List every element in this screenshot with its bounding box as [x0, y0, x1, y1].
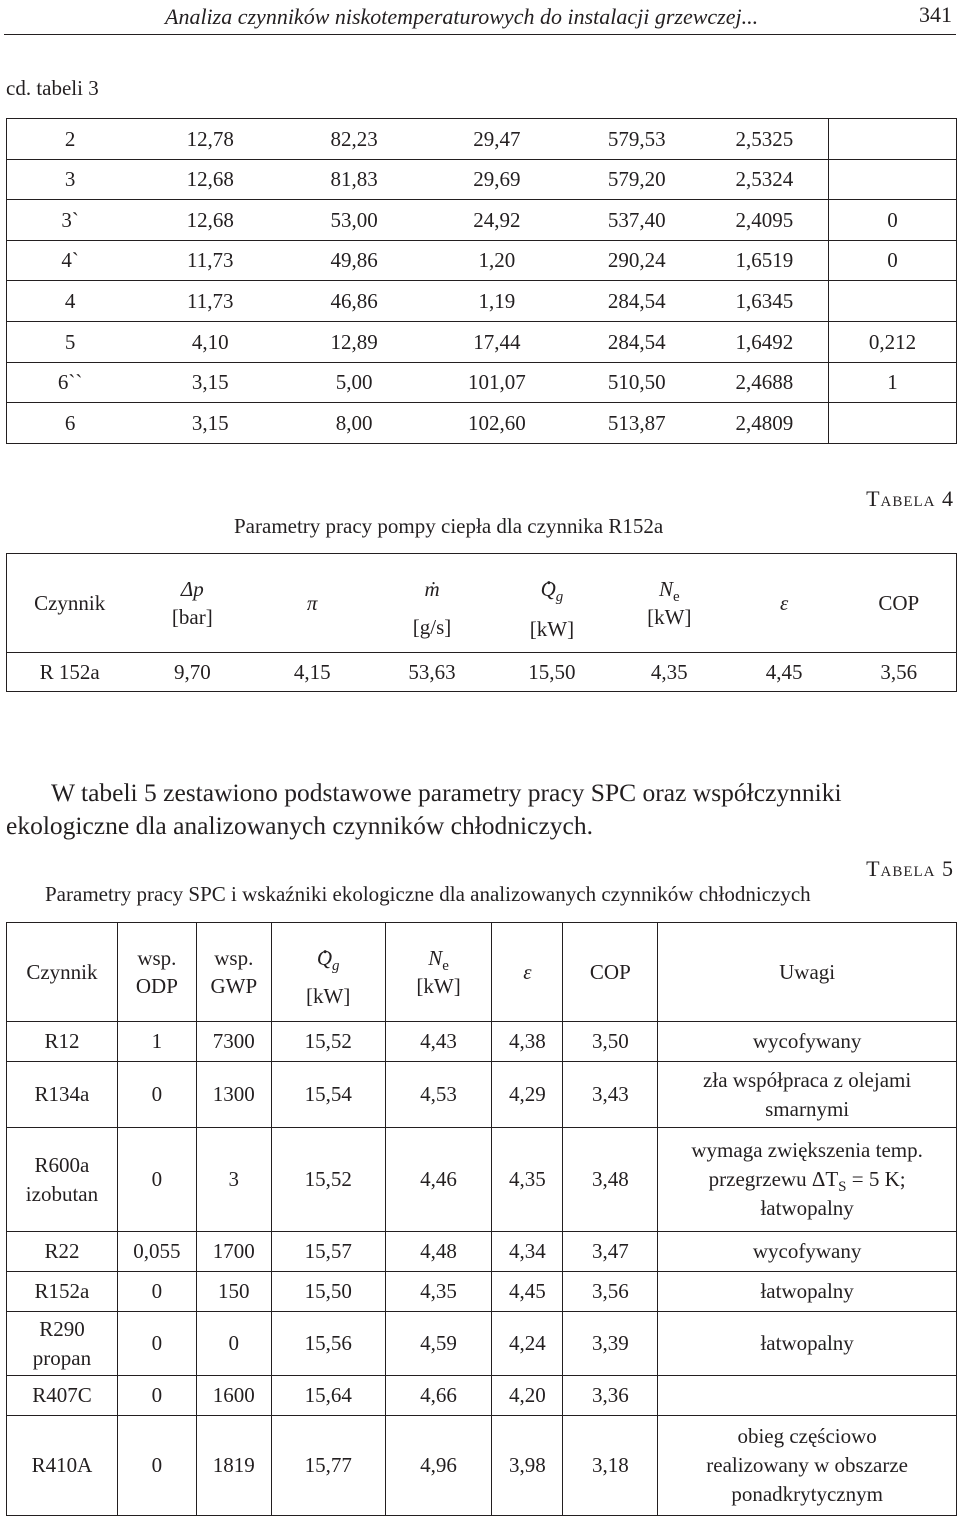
table5-cell-czynnik	[7, 1128, 118, 1232]
table3-cell: 12,68	[133, 159, 287, 200]
table5-cell-uwagi	[658, 1272, 957, 1312]
table3-cell: 24,92	[421, 200, 573, 241]
table5-cell-czynnik	[7, 1232, 118, 1272]
table5-cell-gwp: 0	[196, 1312, 271, 1376]
table5-cell-uwagi	[658, 1128, 957, 1232]
header-rule	[4, 34, 956, 35]
table4-data-row	[7, 653, 957, 692]
table5-cell-cop: 3,43	[563, 1062, 658, 1128]
table5-header-n: $N_e$ [kW]	[385, 923, 492, 1022]
czynnik-line: R22	[44, 1239, 80, 1264]
table3-cell: 1,20	[421, 240, 573, 281]
table3-cell	[829, 159, 957, 200]
table5-cell-uwagi	[658, 1376, 957, 1416]
table5-label: Tabela 5	[866, 856, 954, 881]
table3-cell: 1,6519	[701, 240, 829, 281]
table3-cell: 81,83	[287, 159, 421, 200]
table5-cell-n: 4,46	[385, 1128, 492, 1232]
table5-cell-czynnik	[7, 1376, 118, 1416]
table5-cell-cop: 3,47	[563, 1232, 658, 1272]
table5-cell-n: 4,53	[385, 1062, 492, 1128]
table3-cell: 2,4095	[701, 200, 829, 241]
table5-cell-eps: 4,34	[492, 1232, 563, 1272]
table5-header-q: . $Q_g$ [kW]	[271, 923, 385, 1022]
table3-cell: 5	[7, 321, 134, 362]
table3-cell: 12,89	[287, 321, 421, 362]
table3-cell: 6	[7, 403, 134, 444]
table5-body	[7, 1022, 957, 1516]
table5-row	[7, 1022, 957, 1062]
table3-cell: 11,73	[133, 281, 287, 322]
table5-cell-odp: 0	[117, 1272, 196, 1312]
table5	[6, 922, 957, 1516]
table4-cell: R 152a	[7, 653, 133, 692]
table4-header-cop: COP	[842, 554, 957, 653]
table5-header-cop: COP	[563, 923, 658, 1022]
table3-row	[7, 362, 957, 403]
table5-cell-n: 4,59	[385, 1312, 492, 1376]
table5-row	[7, 1062, 957, 1128]
table3-cell: 2,4688	[701, 362, 829, 403]
table5-cell-uwagi	[658, 1022, 957, 1062]
table5-cell-czynnik	[7, 1022, 118, 1062]
table5-cell-q: 15,52	[271, 1022, 385, 1062]
table3-cell	[829, 403, 957, 444]
table5-cell-odp: 0,055	[117, 1232, 196, 1272]
czynnik-line: R12	[44, 1029, 80, 1054]
uwagi-text: przegrzewu ΔT	[708, 1167, 839, 1192]
uwagi-text: zła współpraca z olejami	[703, 1067, 912, 1092]
table4-cell: 4,45	[727, 653, 842, 692]
table5-cell-cop: 3,50	[563, 1022, 658, 1062]
table4-cell: 15,50	[492, 653, 612, 692]
czynnik-line: R407C	[32, 1383, 92, 1408]
table5-cell-gwp: 150	[196, 1272, 271, 1312]
table3-cell: 53,00	[287, 200, 421, 241]
table5-cell-q: 15,57	[271, 1232, 385, 1272]
table3-cell: 29,69	[421, 159, 573, 200]
table5-cell-cop: 3,36	[563, 1376, 658, 1416]
table5-cell-uwagi	[658, 1416, 957, 1516]
table5-cell-q: 15,77	[271, 1416, 385, 1516]
table3-row	[7, 403, 957, 444]
table3-cell: 579,20	[573, 159, 701, 200]
uwagi-text: wymaga zwiększenia temp.	[691, 1138, 923, 1163]
table5-cell-odp: 0	[117, 1376, 196, 1416]
uwagi-text: smarnymi	[765, 1096, 850, 1121]
table5-cell-q: 15,56	[271, 1312, 385, 1376]
table5-header-row	[7, 923, 957, 1022]
table5-header-eps: ε	[492, 923, 563, 1022]
table3-cell: 2,4809	[701, 403, 829, 444]
table3-cell	[829, 281, 957, 322]
table5-cell-n: 4,48	[385, 1232, 492, 1272]
table3-cell	[829, 119, 957, 160]
table4-header-m: ṁ [g/s]	[372, 554, 492, 653]
table5-cell-gwp: 7300	[196, 1022, 271, 1062]
uwagi-text: S	[838, 1179, 847, 1196]
table3-cell: 11,73	[133, 240, 287, 281]
uwagi-text: realizowany w obszarze	[706, 1453, 908, 1478]
table4-header-eps: ε	[727, 554, 842, 653]
table5-cell-odp: 0	[117, 1416, 196, 1516]
table5-cell-n: 4,35	[385, 1272, 492, 1312]
czynnik-line: R152a	[34, 1279, 90, 1304]
table5-cell-eps: 4,24	[492, 1312, 563, 1376]
table3-cell: 5,00	[287, 362, 421, 403]
running-head	[0, 0, 960, 34]
table5-header-odp: wsp. ODP	[117, 923, 196, 1022]
table3-row	[7, 119, 957, 160]
table3-cell: 0	[829, 200, 957, 241]
table5-cell-czynnik	[7, 1272, 118, 1312]
table3-cell: 4	[7, 281, 134, 322]
table5-cell-cop: 3,48	[563, 1128, 658, 1232]
table3-row	[7, 159, 957, 200]
table3-row	[7, 281, 957, 322]
table3-cell: 3,15	[133, 403, 287, 444]
czynnik-line: R410A	[31, 1453, 93, 1478]
table3-cell: 4,10	[133, 321, 287, 362]
running-title: Analiza czynników niskotemperaturowych do instalacji grzewczej...	[165, 4, 759, 29]
table5-cell-eps: 3,98	[492, 1416, 563, 1516]
czynnik-line: R134a	[34, 1082, 90, 1107]
table5-header-gwp: wsp. GWP	[196, 923, 271, 1022]
table5-row	[7, 1312, 957, 1376]
table5-cell-odp: 1	[117, 1022, 196, 1062]
uwagi-text: wycofywany	[752, 1239, 862, 1264]
table5-cell-eps: 4,29	[492, 1062, 563, 1128]
table5-cell-gwp: 1819	[196, 1416, 271, 1516]
table5-cell-gwp: 1700	[196, 1232, 271, 1272]
table5-cell-eps: 4,38	[492, 1022, 563, 1062]
uwagi-text: ponadkrytycznym	[731, 1481, 883, 1506]
uwagi-text: łatwopalny	[760, 1279, 854, 1304]
table5-cell-czynnik	[7, 1312, 118, 1376]
uwagi-text: łatwopalny	[760, 1331, 854, 1356]
table3-cell: 3,15	[133, 362, 287, 403]
table4-header-row	[7, 554, 957, 653]
table3-cell: 2	[7, 119, 134, 160]
table5-cell-odp: 0	[117, 1062, 196, 1128]
table5-cell-q: 15,52	[271, 1128, 385, 1232]
table4-cell: 4,35	[612, 653, 727, 692]
table5-cell-cop: 3,56	[563, 1272, 658, 1312]
table5-cell-eps: 4,45	[492, 1272, 563, 1312]
table5-header-czynnik: Czynnik	[7, 923, 118, 1022]
table3-cell: 579,53	[573, 119, 701, 160]
table3-cell: 12,78	[133, 119, 287, 160]
czynnik-line: R290	[39, 1317, 85, 1342]
body-paragraph: W tabeli 5 zestawiono podstawowe parametry pracy SPC oraz współczynniki ekologiczne dla analizowanych czynników chłodniczych.	[6, 777, 842, 840]
table3-cell: 284,54	[573, 321, 701, 362]
table4-header-q: . $Q_g$ [kW]	[492, 554, 612, 653]
table4-caption: Parametry pracy pompy ciepła dla czynnika R152a	[234, 514, 664, 538]
table3-cell: 102,60	[421, 403, 573, 444]
table3-cell: 46,86	[287, 281, 421, 322]
table5-cell-n: 4,66	[385, 1376, 492, 1416]
table3-cell: 290,24	[573, 240, 701, 281]
table3-cell: 3	[7, 159, 134, 200]
table3-body	[7, 119, 957, 444]
table5-cell-eps: 4,20	[492, 1376, 563, 1416]
table4-cell: 9,70	[132, 653, 252, 692]
table5-cell-gwp: 1300	[196, 1062, 271, 1128]
table5-cell-uwagi	[658, 1312, 957, 1376]
table3-cell: 284,54	[573, 281, 701, 322]
czynnik-line: propan	[32, 1345, 92, 1370]
table3-cell: 1,19	[421, 281, 573, 322]
czynnik-line: R600a	[34, 1153, 90, 1178]
table3-cell: 1,6345	[701, 281, 829, 322]
table3-continuation-label: cd. tabeli 3	[6, 76, 99, 100]
table4-header-n: $N_e$ [kW]	[612, 554, 727, 653]
table4-header-czynnik: Czynnik	[7, 554, 133, 653]
table5-row	[7, 1416, 957, 1516]
table3-continuation	[6, 118, 957, 444]
table3-cell: 2,5325	[701, 119, 829, 160]
table5-cell-odp: 0	[117, 1312, 196, 1376]
table4-cell: 3,56	[842, 653, 957, 692]
table3-cell: 49,86	[287, 240, 421, 281]
table3-cell: 1,6492	[701, 321, 829, 362]
uwagi-text: obieg częściowo	[737, 1424, 877, 1449]
table3-cell: 6``	[7, 362, 134, 403]
table3-cell: 1	[829, 362, 957, 403]
table3-cell: 0	[829, 240, 957, 281]
table5-row	[7, 1272, 957, 1312]
table5-caption: Parametry pracy SPC i wskaźniki ekologiczne dla analizowanych czynników chłodniczych	[45, 882, 811, 906]
table3-row	[7, 321, 957, 362]
table3-row	[7, 200, 957, 241]
table3-cell: 0,212	[829, 321, 957, 362]
table3-cell: 4`	[7, 240, 134, 281]
table3-cell: 3`	[7, 200, 134, 241]
table3-row	[7, 240, 957, 281]
table3-cell: 29,47	[421, 119, 573, 160]
czynnik-line: izobutan	[25, 1181, 99, 1206]
table5-header-uwagi: Uwagi	[658, 923, 957, 1022]
table5-cell-gwp: 3	[196, 1128, 271, 1232]
table5-row	[7, 1376, 957, 1416]
table3-cell: 17,44	[421, 321, 573, 362]
table3-cell: 101,07	[421, 362, 573, 403]
table5-cell-uwagi	[658, 1062, 957, 1128]
table3-cell: 537,40	[573, 200, 701, 241]
table3-cell: 8,00	[287, 403, 421, 444]
table5-cell-uwagi	[658, 1232, 957, 1272]
table5-cell-cop: 3,18	[563, 1416, 658, 1516]
table5-cell-n: 4,43	[385, 1022, 492, 1062]
table5-cell-q: 15,50	[271, 1272, 385, 1312]
table3-cell: 2,5324	[701, 159, 829, 200]
table4-label: Tabela 4	[866, 486, 954, 511]
page-number: 341	[919, 2, 952, 27]
table5-cell-czynnik	[7, 1416, 118, 1516]
table3-cell: 12,68	[133, 200, 287, 241]
table4-header-pi: π	[252, 554, 372, 653]
table5-cell-czynnik	[7, 1062, 118, 1128]
table5-cell-gwp: 1600	[196, 1376, 271, 1416]
table4	[6, 553, 957, 692]
table3-cell: 510,50	[573, 362, 701, 403]
uwagi-text: wycofywany	[752, 1029, 862, 1054]
table3-cell: 82,23	[287, 119, 421, 160]
table5-cell-cop: 3,39	[563, 1312, 658, 1376]
table5-cell-q: 15,64	[271, 1376, 385, 1416]
table4-cell: 4,15	[252, 653, 372, 692]
table4-header-dp: Δp [bar]	[132, 554, 252, 653]
uwagi-text: łatwopalny	[760, 1195, 854, 1220]
table5-cell-odp: 0	[117, 1128, 196, 1232]
uwagi-text: = 5 K;	[846, 1167, 906, 1192]
table4-cell: 53,63	[372, 653, 492, 692]
table3-cell: 513,87	[573, 403, 701, 444]
table5-row	[7, 1128, 957, 1232]
table5-row	[7, 1232, 957, 1272]
table5-cell-eps: 4,35	[492, 1128, 563, 1232]
table5-cell-n: 4,96	[385, 1416, 492, 1516]
table5-cell-q: 15,54	[271, 1062, 385, 1128]
